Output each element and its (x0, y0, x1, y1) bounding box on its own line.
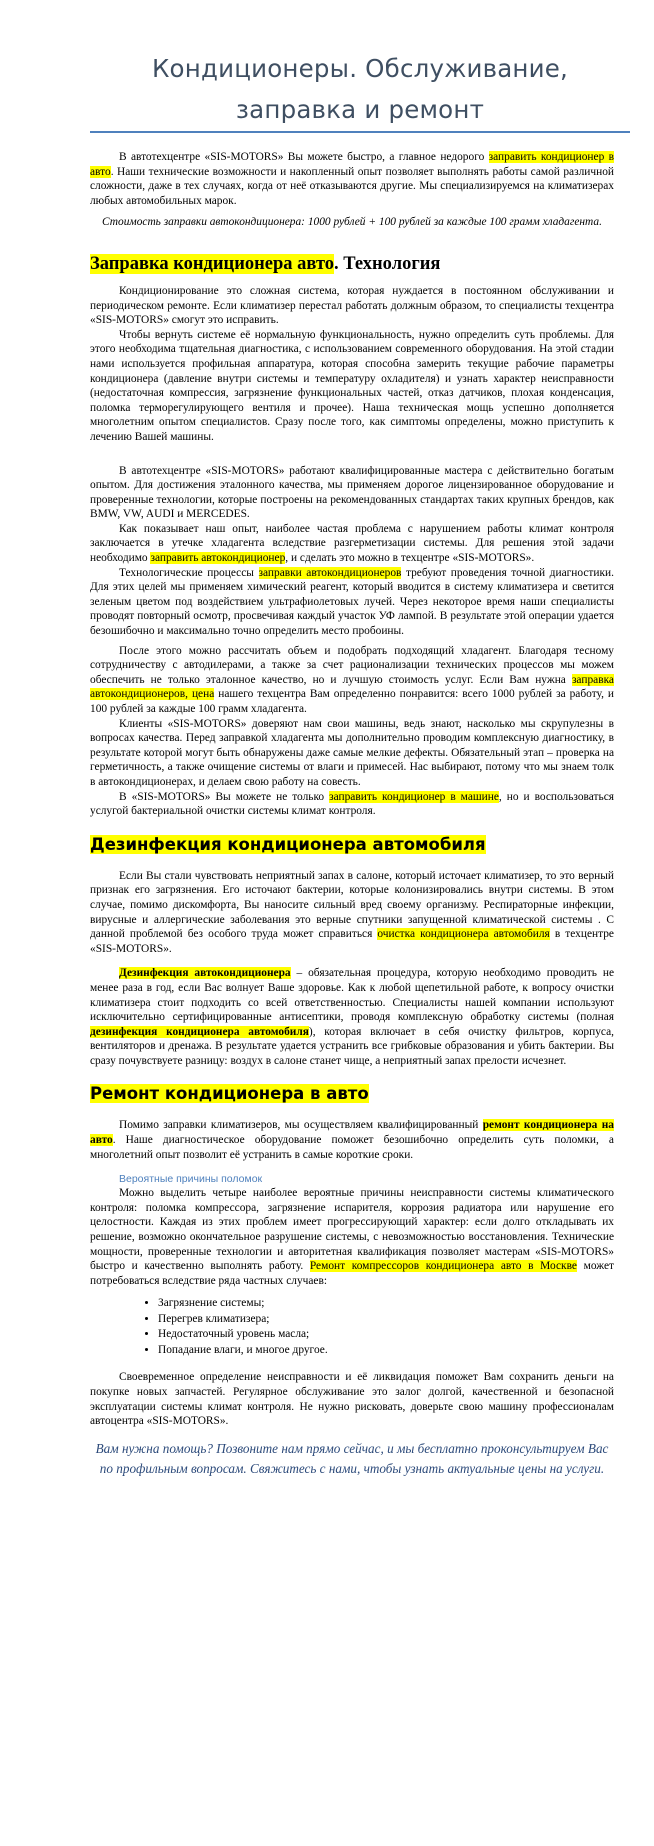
paragraph: Своевременное определение неисправности и её ликвидация поможет Вам сохранить деньги на покупке новых запчастей. Регулярное обслуживание это залог долгой, качественной и безопасной эксплуатации системы климат контроля. Не нужно рисковать, доверьте свою машину профессионалам автоцентра «SIS-MOTORS». (90, 1371, 614, 1428)
call-to-action: Вам нужна помощь? Позвоните нам прямо сейчас, и мы бесплатно проконсультируем Вас по профильным вопросам. Свяжитесь с нами, чтобы узнать актуальные цены на услуги. (95, 1440, 609, 1476)
paragraph: Как показывает наш опыт, наиболее частая проблема с нарушением работы климат контроля заключается в утечке хладагента вследствие разгерметизации системы. Для решения этой задачи необходимо заправить автокондиционер, и сделать это можно в техцентре «SIS-MOTORS». (90, 522, 614, 565)
causes-list (90, 1296, 614, 1358)
article-body (90, 150, 614, 1479)
list-item: • Недостаточный уровень масла; (158, 1327, 614, 1343)
paragraph: Если Вы стали чувствовать неприятный запах в салоне, который источает климатизер, то это верный признак его загрязнения. Его источают бактерии, которые колонизировались внутри системы. В этом случае, помимо дискомфорта, Вы наносите сильный вред своему организму. Респираторные инфекции, вирусные и аллергические заболевания это верные спутники запущенной климатической системы . С данной проблемой без особого труда может справиться очистка кондиционера автомобиля в техцентре «SIS-MOTORS». (90, 869, 614, 955)
section-heading-repair: Ремонт кондиционера в авто (90, 1084, 369, 1104)
keyword-highlight: Дезинфекция автокондиционера (119, 967, 291, 980)
paragraph: В автотехцентре «SIS-MOTORS» работают квалифицированные мастера с действительно богатым опытом. Для достижения эталонного качества, мы применяем дорогое лицензированное оборудование и проверенные технологии, которые построены на рекомендованных стандартах таких крупных брендов, как BMW, VW, AUDI и MERCEDES. (90, 464, 614, 521)
keyword-highlight: заправить кондиционер в авто (90, 151, 614, 178)
keyword-highlight: дезинфекция кондиционера автомобиля (90, 1025, 309, 1038)
list-item: • Попадание влаги, и многое другое. (158, 1343, 614, 1359)
paragraph: Чтобы вернуть системе её нормальную функциональность, нужно определить суть проблемы. Для этого необходима тщательная диагностика, с использованием современного оборудования. На этой стадии нами используется профильная аппаратура, которая способна замерить текущие рабочие параметры кондиционера (давление внутри системы и температуру охладителя) и узнать характер неисправности (недостаточная компрессия, загрязнение функциональных частей, отказ датчиков, плохая конденсация, поломка терморегулирующего вентиля и прочее). Наша техническая мощь успешно дополняется многолетним опытом специалистов. Сразу после того, как симптомы определены, можно приступить к лечению Вашей машины. (90, 328, 614, 443)
subheading-causes: Вероятные причины поломок (119, 1173, 263, 1186)
keyword-highlight: ремонт кондиционера на авто (90, 1119, 614, 1147)
keyword-highlight: заправки автокондиционеров (258, 566, 402, 579)
paragraph: Клиенты «SIS-MOTORS» доверяют нам свои машины, ведь знают, насколько мы скрупулезны в вопросах качества. Перед заправкой хладагента мы дополнительно проводим комплексную диагностику, в результате которой могут быть обнаружены даже самые мелкие дефекты. Обязательный этап – проверка на герметичность, а также очищение системы от влаги и примесей. Нас выбирают, потому что мы знаем толк в автокондиционерах, и делаем свою работу на совесть. (90, 717, 614, 788)
title-divider (90, 131, 630, 133)
keyword-highlight: заправить автокондиционер (150, 552, 286, 565)
section-heading-disinfection: Дезинфекция кондиционера автомобиля (90, 834, 486, 854)
keyword-highlight: заправка автокондиционеров, цена (90, 673, 614, 701)
paragraph: Технологические процессы заправки автокондиционеров требуют проведения точной диагностики. Для этих целей мы применяем химический реагент, который вводится в систему климатизера и светится зеленым цветом под воздействием ультрафиолетовых лучей. Через некоторое время наши специалисты проводят повторный осмотр, просвечивая каждый участок УФ лампой. В результате этой операции удается безошибочно и максимально точно определить место пробоины. (90, 566, 614, 638)
price-note: Стоимость заправки автокондиционера: 1000 рублей + 100 рублей за каждые 100 грамм хладагента. (102, 216, 602, 229)
intro-paragraph: В автотехцентре «SIS-MOTORS» Вы можете быстро, а главное недорого заправить кондиционер в авто. Наши технические возможности и накопленный опыт позволяет выполнять работы самой различной сложности, даже в тех случаях, когда от неё отказываются другие. Мы специализируемся на климатизерах любых автомобильных марок. (90, 151, 614, 207)
keyword-highlight: заправить кондиционер в машине (329, 790, 499, 803)
paragraph: Можно выделить четыре наиболее вероятные причины неисправности системы климатического контроля: поломка компрессора, загрязнение испарителя, коррозия радиатора или нарушение его целостности. Каждая из этих проблем имеет прогрессирующий характер: если долго откладывать их решение, возможно окончательное разрушение системы, с невозможностью восстановления. Технические мощности, проверенные технологии и авторитетная квалификация позволяет мастерам «SIS-MOTORS» быстро и качественно выполнять работу. Ремонт компрессоров кондиционера авто в Москве может потребоваться вследствие ряда частных случаев: (90, 1187, 614, 1287)
keyword-highlight: Ремонт компрессоров кондиционера авто в Москве (309, 1260, 577, 1273)
paragraph: После этого можно рассчитать объем и подобрать подходящий хладагент. Благодаря тесному сотрудничеству с автодилерами, а также за счет рационализации технических процессов мы можем обеспечить не только эталонное качество, но и лучшую стоимость услуг. Если Вам нужна заправка автокондиционеров, цена нашего техцентра Вам определенно понравится: всего 1000 рублей за работу, и 100 рублей за каждые 100 грамм хладагента. (90, 644, 614, 715)
paragraph: Дезинфекция автокондиционера – обязательная процедура, которую необходимо проводить не менее раза в год, если Вас волнует Ваше здоровье. Как к любой щепетильной работе, к вопросу очистки климатизера стоит подходить со всей ответственностью. Специалисты нашей компании используют исключительно сертифицированные антисептики, проводя комплексную обработку системы (полная дезинфекция кондиционера автомобиля), которая включает в себя очистку фильтров, корпуса, вентиляторов и дренажа. В результате удается устранить все грибковые образования и убить бактерии. Вы сразу почувствуете разницу: воздух в салоне станет чище, а неприятный запах прелости исчезнет. (90, 967, 614, 1067)
keyword-highlight: очистка кондиционера автомобиля (377, 928, 550, 941)
paragraph: Помимо заправки климатизеров, мы осуществляем квалифицированный ремонт кондиционера на авто. Наше диагностическое оборудование поможет безошибочно определить суть поломки, а многолетний опыт позволит её устранить в самые короткие сроки. (90, 1119, 614, 1161)
list-item: • Перегрев климатизера; (158, 1312, 614, 1328)
paragraph: Кондиционирование это сложная система, которая нуждается в постоянном обслуживании и периодическом ремонте. Если климатизер перестал работать должным образом, то специалисты техцентра «SIS-MOTORS» смогут это исправить. (90, 284, 614, 327)
paragraph: В «SIS-MOTORS» Вы можете не только заправить кондиционер в машине, но и воспользоваться услугой бактериальной очистки системы климат контроля. (90, 790, 615, 818)
section-heading-refill: Заправка кондиционера авто. Технология (90, 253, 441, 274)
page-title: Кондиционеры. Обслуживание, заправка и ремонт (151, 54, 569, 124)
list-item: • Загрязнение системы; (158, 1296, 614, 1312)
